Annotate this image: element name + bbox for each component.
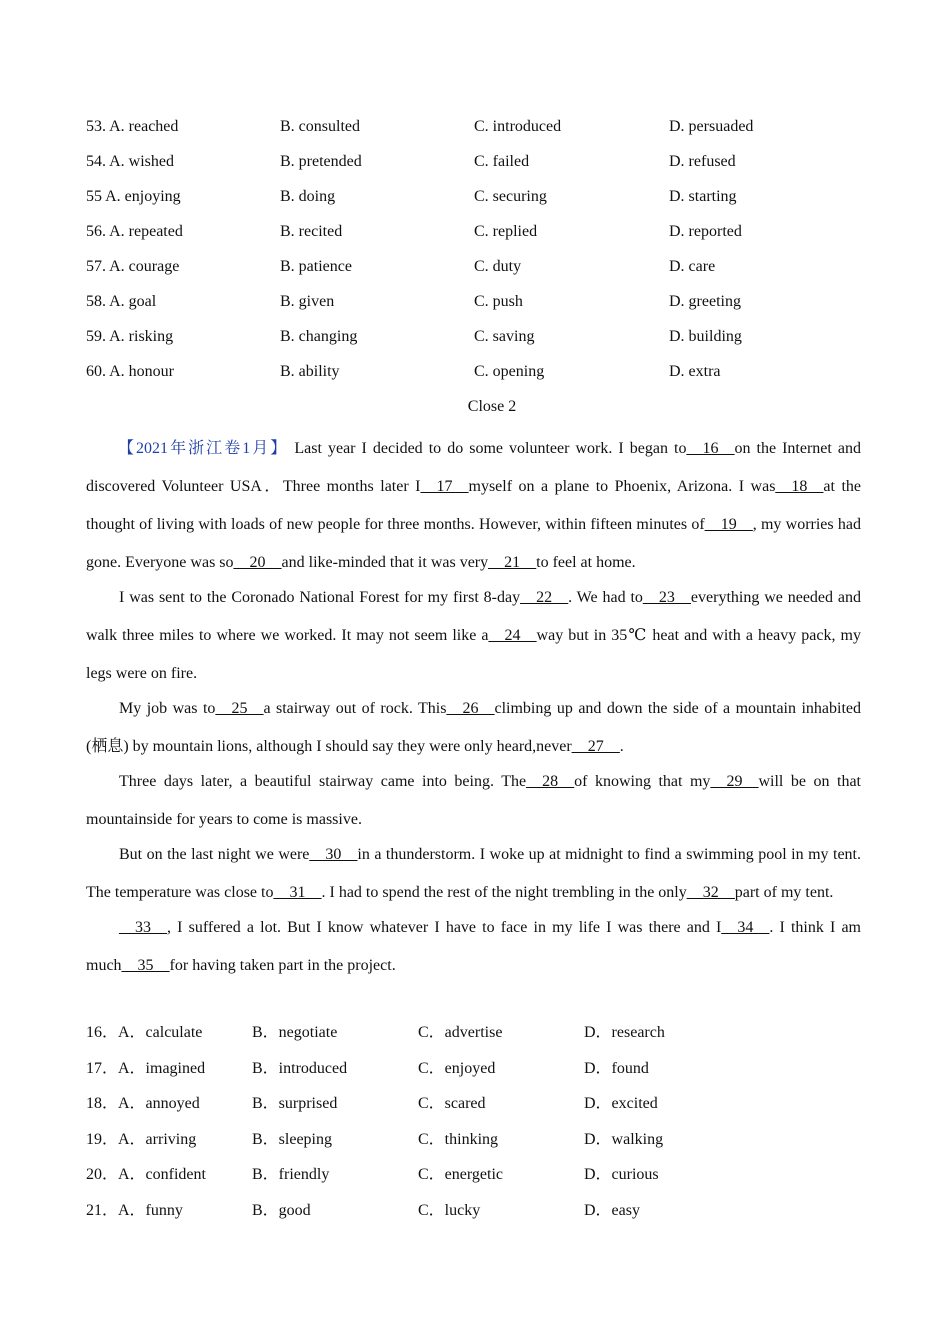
option-c: C. duty [474, 258, 522, 275]
option-b: B. given [280, 293, 335, 310]
option-b: B. patience [280, 258, 352, 275]
passage-text: to feel at home. [536, 554, 636, 571]
option-c: C．scared [418, 1095, 486, 1113]
option-c: C. securing [474, 188, 547, 205]
passage-text: everything we needed and walk three miles to where we worked. It may not seem like a [86, 589, 862, 644]
option-a: 53. A. reached [86, 118, 179, 135]
passage-text: . We had to [568, 589, 643, 606]
option-d: D．excited [584, 1095, 658, 1113]
option-b: B. recited [280, 223, 343, 240]
passage-text: My job was to [119, 700, 216, 717]
passage-text: way but in 35℃ heat and with a heavy pack, my legs were on fire. [86, 627, 862, 682]
blank: __17__ [420, 478, 469, 495]
option-a: 19．A．arriving [86, 1130, 197, 1148]
passage-text: Last year I decided to do some volunteer work. I began to [288, 440, 687, 457]
passage-paragraph [86, 836, 861, 912]
passage-text: Three days later, a beautiful stairway came into being. The [119, 773, 527, 790]
option-c: C. push [474, 293, 523, 310]
option-a: 55 A. enjoying [86, 188, 181, 205]
passage-text: and like-minded that it was very [281, 554, 489, 571]
blank: __33__ [119, 919, 167, 936]
option-d: D. refused [669, 153, 736, 170]
question-row [86, 1163, 866, 1199]
question-row [86, 1199, 866, 1235]
option-a: 17．A．imagined [86, 1059, 206, 1077]
passage-text: will be on that mountainside for years to come is massive. [86, 773, 862, 828]
option-b: B．good [252, 1201, 311, 1219]
passage-text: in a thunderstorm. I woke up at midnight to find a swimming pool in my tent. The temperature was close to [86, 846, 862, 901]
option-row [86, 219, 866, 254]
option-b: B. changing [280, 328, 358, 345]
passage-text: . I had to spend the rest of the night trembling in the only [321, 884, 687, 901]
option-d: D. extra [669, 363, 721, 380]
passage-text: I was sent to the Coronado National Forest for my first 8-day [119, 589, 521, 606]
option-d: D. reported [669, 223, 742, 240]
options-table-53-60 [86, 114, 866, 394]
blank: __31__ [273, 884, 322, 901]
option-d: D. care [669, 258, 716, 275]
blank: __21__ [488, 554, 537, 571]
section-title: Close 2 [467, 398, 517, 415]
option-row [86, 289, 866, 324]
passage-paragraph [86, 430, 861, 582]
option-a: 20．A．confident [86, 1166, 206, 1184]
blank: __25__ [215, 700, 264, 717]
option-a: 57. A. courage [86, 258, 180, 275]
blank: __30__ [309, 846, 358, 863]
question-row [86, 1092, 866, 1128]
blank: __16__ [686, 440, 735, 457]
option-a: 60. A. honour [86, 363, 174, 380]
blank: __27__ [571, 738, 620, 755]
passage-paragraph [86, 763, 861, 839]
option-row [86, 114, 866, 149]
option-b: B．surprised [252, 1095, 338, 1113]
passage-text: of knowing that my [574, 773, 711, 790]
option-d: D. starting [669, 188, 737, 205]
option-b: B. pretended [280, 153, 362, 170]
passage-paragraph [86, 909, 861, 985]
blank: __34__ [721, 919, 770, 936]
option-a: 58. A. goal [86, 293, 157, 310]
option-d: D．found [584, 1059, 649, 1077]
passage-text: But on the last night we were [119, 846, 310, 863]
option-row [86, 254, 866, 289]
option-b: B. doing [280, 188, 336, 205]
option-row [86, 184, 866, 219]
option-a: 16．A．calculate [86, 1024, 203, 1041]
option-d: D．walking [584, 1130, 664, 1148]
question-row [86, 1021, 866, 1057]
option-c: C．lucky [418, 1201, 481, 1219]
passage-text: a stairway out of rock. This [263, 700, 447, 717]
option-d: D．research [584, 1024, 665, 1041]
passage-text: , my worries had gone. Everyone was so [86, 516, 861, 571]
option-c: C．advertise [418, 1024, 503, 1041]
option-b: B．negotiate [252, 1024, 338, 1041]
passage-text: , I suffered a lot. But I know whatever I have to face in my life I was there and I [167, 919, 722, 936]
blank: __19__ [704, 516, 753, 533]
blank: __35__ [121, 957, 170, 974]
question-row [86, 1057, 866, 1093]
passage-text: . I think I am much [86, 919, 862, 974]
option-b: B．introduced [252, 1059, 348, 1077]
option-d: D. persuaded [669, 118, 754, 135]
passage-text: for having taken part in the project. [169, 957, 396, 974]
option-a: 18．A．annoyed [86, 1095, 200, 1113]
blank: __26__ [446, 700, 495, 717]
options-table-16-21 [86, 1021, 866, 1235]
option-row [86, 149, 866, 184]
passage-paragraph [86, 690, 861, 766]
option-a: 21．A．funny [86, 1201, 183, 1219]
option-d: D. building [669, 328, 742, 345]
option-c: C. replied [474, 223, 538, 240]
blank: __24__ [488, 627, 537, 644]
blank: __22__ [520, 589, 569, 606]
blank: __20__ [233, 554, 282, 571]
blank: __28__ [526, 773, 575, 790]
option-row [86, 324, 866, 359]
passage-text: on the Internet and discovered Volunteer USA．Three months later I [86, 440, 861, 495]
blank: __29__ [710, 773, 759, 790]
passage-text: . [619, 738, 624, 755]
option-b: B. consulted [280, 118, 360, 135]
option-row [86, 359, 866, 394]
option-c: C．enjoyed [418, 1059, 496, 1077]
option-c: C．thinking [418, 1130, 499, 1148]
option-a: 54. A. wished [86, 153, 174, 170]
option-c: C. failed [474, 153, 530, 170]
blank: __18__ [775, 478, 824, 495]
passage-text: at the thought of living with loads of new people for three months. However, within fifteen minutes of [86, 478, 861, 533]
option-b: B．friendly [252, 1166, 330, 1184]
question-row [86, 1128, 866, 1164]
cloze-passage [86, 430, 861, 982]
passage-paragraph [86, 579, 861, 693]
passage-text: climbing up and down the side of a mountain inhabited (栖息) by mountain lions, although I should say they were only heard,never [86, 700, 862, 755]
option-c: C. introduced [474, 118, 562, 135]
option-c: C. saving [474, 328, 535, 345]
option-b: B．sleeping [252, 1130, 332, 1148]
passage-text: part of my tent. [734, 884, 834, 901]
blank: __32__ [686, 884, 735, 901]
passage-text: myself on a plane to Phoenix, Arizona. I was [468, 478, 776, 495]
option-c: C. opening [474, 363, 545, 380]
source-tag: 【2021年浙江卷1月】 [118, 440, 289, 457]
option-d: D．easy [584, 1201, 640, 1219]
option-a: 56. A. repeated [86, 223, 183, 240]
option-c: C．energetic [418, 1166, 504, 1184]
option-d: D. greeting [669, 293, 741, 310]
option-a: 59. A. risking [86, 328, 174, 345]
blank: __23__ [642, 589, 691, 606]
option-b: B. ability [280, 363, 340, 380]
option-d: D．curious [584, 1166, 659, 1184]
